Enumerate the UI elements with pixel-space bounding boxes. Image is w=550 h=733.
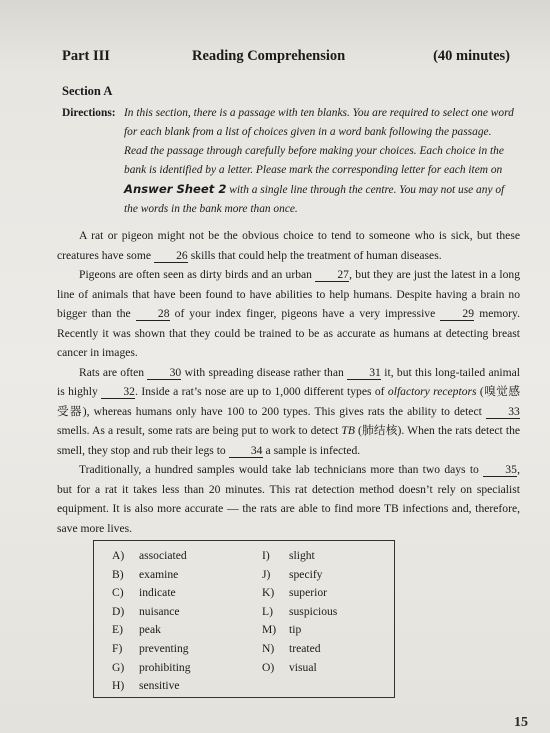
part-title: Reading Comprehension xyxy=(192,48,346,64)
page-number: 15 xyxy=(514,715,528,730)
word-bank-item: N) treated xyxy=(262,641,321,655)
directions-block xyxy=(62,104,517,219)
chinese-gloss-2: (肺结核) xyxy=(354,424,402,437)
directions-text xyxy=(124,104,517,219)
paragraph-4: Traditionally, a hundred samples would take lab technicians more than two days to 35, but for a rat it takes less than 20 minutes. This rat detection method doesn’t rely on specialist equipment. It is also more accurate — the rats are able to find more TB infections and, therefore, save more lives. xyxy=(57,463,520,535)
word-bank-item: J) specify xyxy=(262,567,323,581)
paragraph-3: Rats are often 30 with spreading disease rather than 31 it, but this long-tailed animal is highly 32. Inside a rat’s nose are up to 1,000 different types of olfactory receptors (嗅觉感受器), whereas humans only have 100 to 200 types. This gives rats the ability to detect 33 smells. As a result, some rats are being put to work to detect TB (肺结核). When the rats detect the smell, they stop and rub their legs to 34 a sample is infected. xyxy=(57,365,521,457)
blank-32: 32 xyxy=(101,385,135,399)
blank-31: 31 xyxy=(347,366,381,380)
word-bank-item: I) slight xyxy=(262,549,315,562)
blank-28: 28 xyxy=(136,307,170,321)
word-bank-item: M) tip xyxy=(262,623,302,637)
blank-29: 29 xyxy=(440,307,474,321)
word-bank-item: C) indicate xyxy=(112,586,176,600)
word-bank-item: E) peak xyxy=(112,623,161,637)
paragraph-1: A rat or pigeon might not be the obvious choice to tend to someone who is sick, but these creatures have some 26 skills that could help the treatment of human diseases. xyxy=(57,229,520,262)
paragraph-2: Pigeons are often seen as dirty birds and an urban 27, but they are just the latest in a long line of animals that have been found to have abilities to help humans. Despite having a brain no bigger than the 28 of your index finger, pigeons have a very impressive 29 memory. Recently it was shown that they could be trained to be as accurate as humans at detecting breast cancer in images. xyxy=(57,268,520,359)
blank-33: 33 xyxy=(486,405,520,419)
word-bank-item: L) suspicious xyxy=(262,604,338,618)
term-tb: TB xyxy=(341,424,355,437)
time-limit: (40 minutes) xyxy=(433,48,510,64)
directions-text-part2: with a single line through the centre. You may not use any of the words in the bank more than once. xyxy=(124,184,505,215)
blank-26: 26 xyxy=(154,249,188,263)
word-bank-item: B) examine xyxy=(112,567,179,581)
chinese-gloss-1: (嗅觉感受器) xyxy=(57,385,520,418)
part-label: Part III xyxy=(62,48,110,64)
blank-34: 34 xyxy=(229,444,263,458)
section-label: Section A xyxy=(62,84,113,98)
word-bank-item: D) nuisance xyxy=(112,604,180,618)
word-bank-item: G) prohibiting xyxy=(112,660,191,674)
blank-30: 30 xyxy=(147,366,181,380)
term-olfactory-receptors: olfactory receptors xyxy=(387,385,477,398)
word-bank-item: H) sensitive xyxy=(112,679,180,693)
word-bank-item: K) superior xyxy=(262,586,327,600)
answer-sheet-label: Answer Sheet 2 xyxy=(124,182,227,196)
word-bank-column-2 xyxy=(262,547,337,677)
directions-text-part1: In this section, there is a passage with ten blanks. You are required to select one word for each blank from a list of choices given in a word bank following the passage. Read the passage through carefully before making your choices. Each choice in the bank is identified by a letter. Please mark the corresponding letter for each item on xyxy=(124,107,514,176)
part-header xyxy=(62,48,520,70)
word-bank xyxy=(93,540,395,698)
word-bank-item: F) preventing xyxy=(112,641,189,655)
word-bank-item: A) associated xyxy=(112,549,187,562)
blank-35: 35 xyxy=(483,463,517,477)
directions-label: Directions: xyxy=(62,107,116,119)
word-bank-item: O) visual xyxy=(262,660,317,674)
blank-27: 27 xyxy=(315,268,349,282)
reading-passage xyxy=(57,226,520,538)
word-bank-column-1 xyxy=(112,547,191,696)
